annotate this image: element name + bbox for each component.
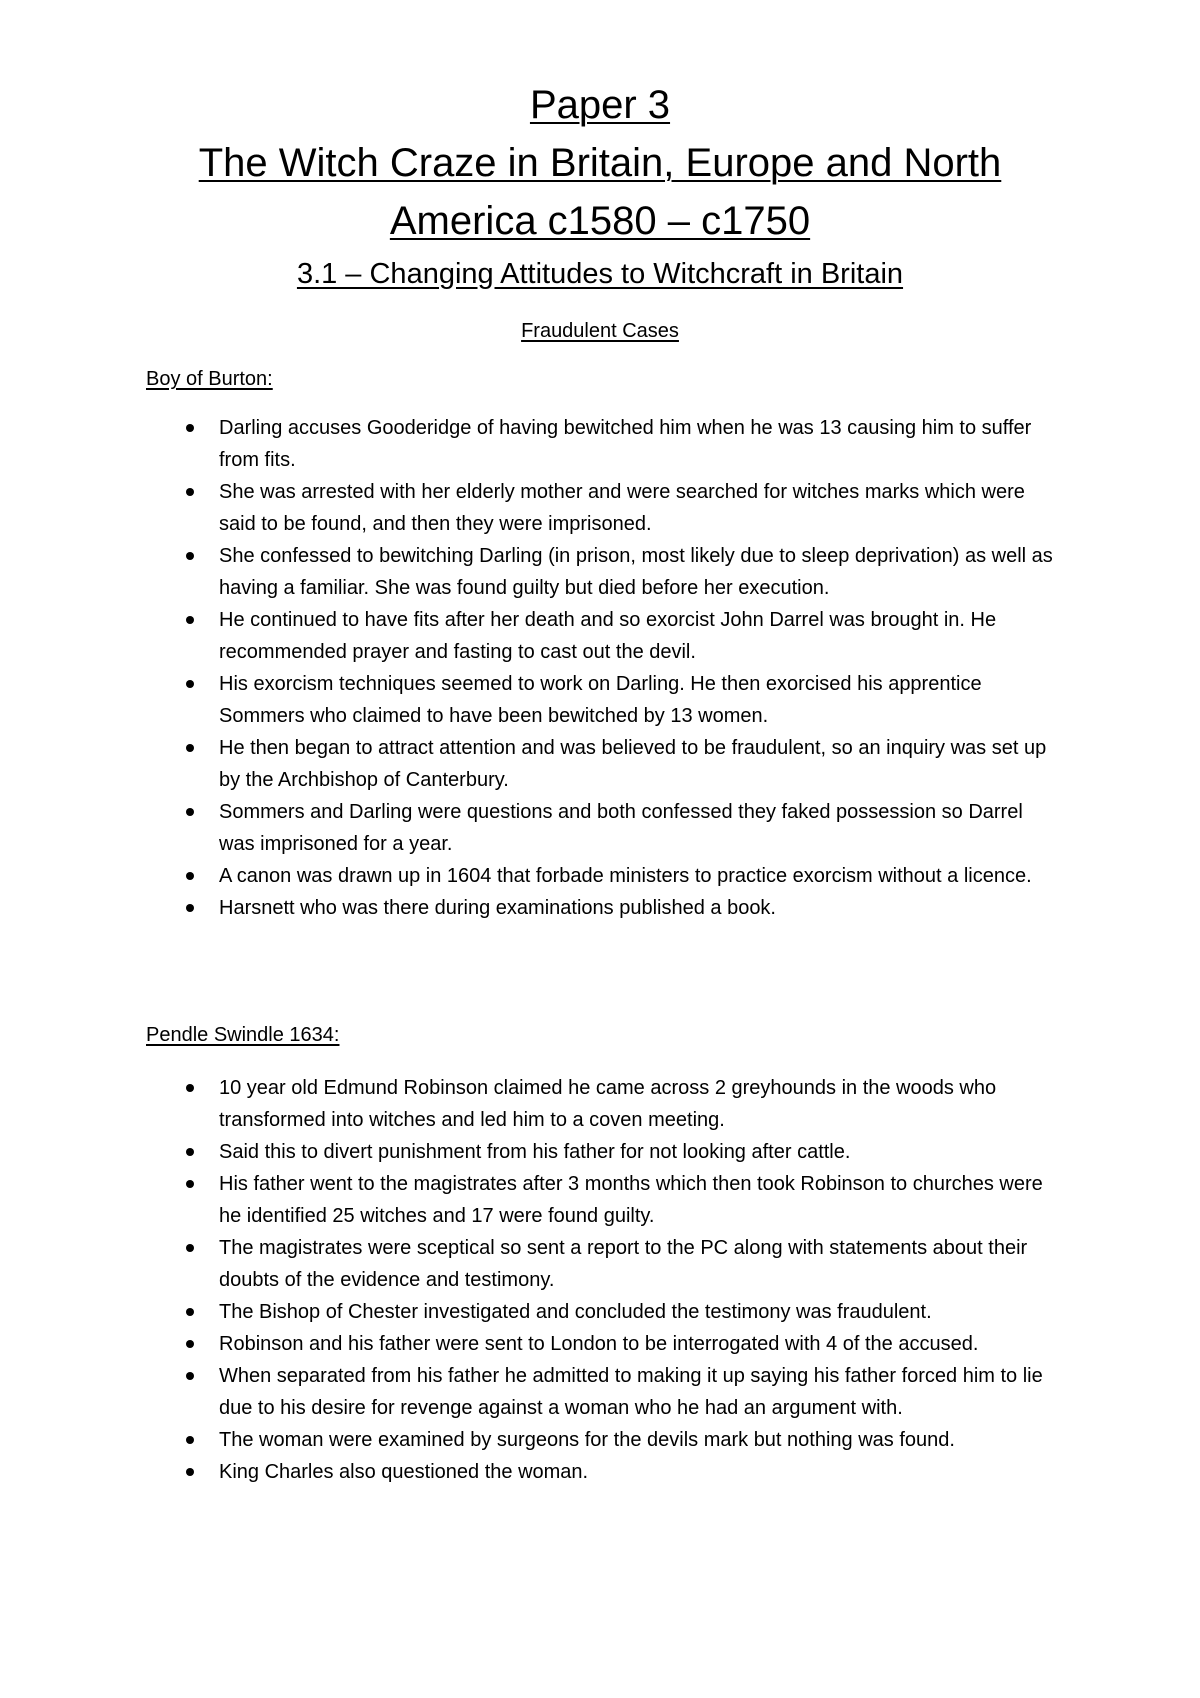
bullet-icon (186, 872, 194, 880)
list-item (0, 1424, 1100, 1456)
list-item (0, 1328, 1100, 1360)
list-item (0, 892, 1100, 924)
list-item-text: His exorcism techniques seemed to work on Darling. He then exorcised his apprentice Sommers who claimed to have been bewitched by 13 women. (219, 673, 982, 727)
list-item-text: Robinson and his father were sent to London to be interrogated with 4 of the accused. (219, 1333, 979, 1355)
bullet-icon (186, 552, 194, 560)
list-item-text: The woman were examined by surgeons for the devils mark but nothing was found. (219, 1429, 955, 1451)
bullet-icon (186, 744, 194, 752)
document-title (100, 76, 1100, 250)
pendle-swindle-heading: Pendle Swindle 1634: (146, 1024, 340, 1046)
bullet-icon (186, 424, 194, 432)
list-item-text: When separated from his father he admitted to making it up saying his father forced him to lie due to his desire for revenge against a woman who he had an argument with. (219, 1365, 1043, 1419)
list-item (0, 1072, 1100, 1136)
list-item (0, 668, 1100, 732)
list-item (0, 1360, 1100, 1424)
list-item (0, 1296, 1100, 1328)
bullet-icon (186, 1180, 194, 1188)
list-item-text: She confessed to bewitching Darling (in prison, most likely due to sleep deprivation) as well as having a familiar. She was found guilty but died before her execution. (219, 545, 1053, 599)
list-item-text: Harsnett who was there during examinations published a book. (219, 897, 776, 919)
bullet-icon (186, 808, 194, 816)
bullet-icon (186, 1468, 194, 1476)
list-item-text: Darling accuses Gooderidge of having bewitched him when he was 13 causing him to suffer from fits. (219, 417, 1032, 471)
boy-of-burton-list (0, 412, 1100, 924)
list-item (0, 540, 1100, 604)
list-item (0, 1232, 1100, 1296)
list-item (0, 1456, 1100, 1488)
bullet-icon (186, 1436, 194, 1444)
list-item (0, 1136, 1100, 1168)
paper-label: Paper 3 (529, 83, 671, 127)
list-item-text: His father went to the magistrates after 3 months which then took Robinson to churches were he identified 25 witches and 17 were found guilty. (219, 1173, 1043, 1227)
list-item-text: The magistrates were sceptical so sent a report to the PC along with statements about their doubts of the evidence and testimony. (219, 1237, 1028, 1291)
bullet-icon (186, 488, 194, 496)
list-item (0, 476, 1100, 540)
list-item (0, 732, 1100, 796)
boy-of-burton-heading: Boy of Burton: (146, 368, 273, 390)
list-item-text: 10 year old Edmund Robinson claimed he came across 2 greyhounds in the woods who transformed into witches and led him to a coven meeting. (219, 1077, 997, 1131)
list-item-text: Said this to divert punishment from his father for not looking after cattle. (219, 1141, 851, 1163)
bullet-icon (186, 904, 194, 912)
bullet-icon (186, 1340, 194, 1348)
list-item-text: The Bishop of Chester investigated and concluded the testimony was fraudulent. (219, 1301, 932, 1323)
list-item-text: A canon was drawn up in 1604 that forbade ministers to practice exorcism without a licence. (219, 865, 1032, 887)
list-item-text: King Charles also questioned the woman. (219, 1461, 589, 1483)
list-item (0, 1168, 1100, 1232)
list-item-text: He continued to have fits after her death and so exorcist John Darrel was brought in. He recommended prayer and fasting to cast out the devil. (219, 609, 997, 663)
bullet-icon (186, 1372, 194, 1380)
title-line-1: The Witch Craze in Britain, Europe and North (198, 141, 1002, 185)
bullet-icon (186, 1308, 194, 1316)
bullet-icon (186, 1084, 194, 1092)
list-item-text: He then began to attract attention and was believed to be fraudulent, so an inquiry was set up by the Archbishop of Canterbury. (219, 737, 1047, 791)
list-item-text: She was arrested with her elderly mother and were searched for witches marks which were said to be found, and then they were imprisoned. (219, 481, 1025, 535)
bullet-icon (186, 680, 194, 688)
bullet-icon (186, 616, 194, 624)
pendle-swindle-list (0, 1072, 1100, 1488)
list-item (0, 796, 1100, 860)
fraudulent-cases-heading: Fraudulent Cases (521, 320, 679, 342)
section-subtitle: 3.1 – Changing Attitudes to Witchcraft in Britain (296, 258, 904, 290)
list-item (0, 860, 1100, 892)
bullet-icon (186, 1244, 194, 1252)
bullet-icon (186, 1148, 194, 1156)
title-line-2: America c1580 – c1750 (389, 199, 811, 243)
list-item-text: Sommers and Darling were questions and both confessed they faked possession so Darrel was imprisoned for a year. (219, 801, 1023, 855)
list-item (0, 604, 1100, 668)
list-item (0, 412, 1100, 476)
